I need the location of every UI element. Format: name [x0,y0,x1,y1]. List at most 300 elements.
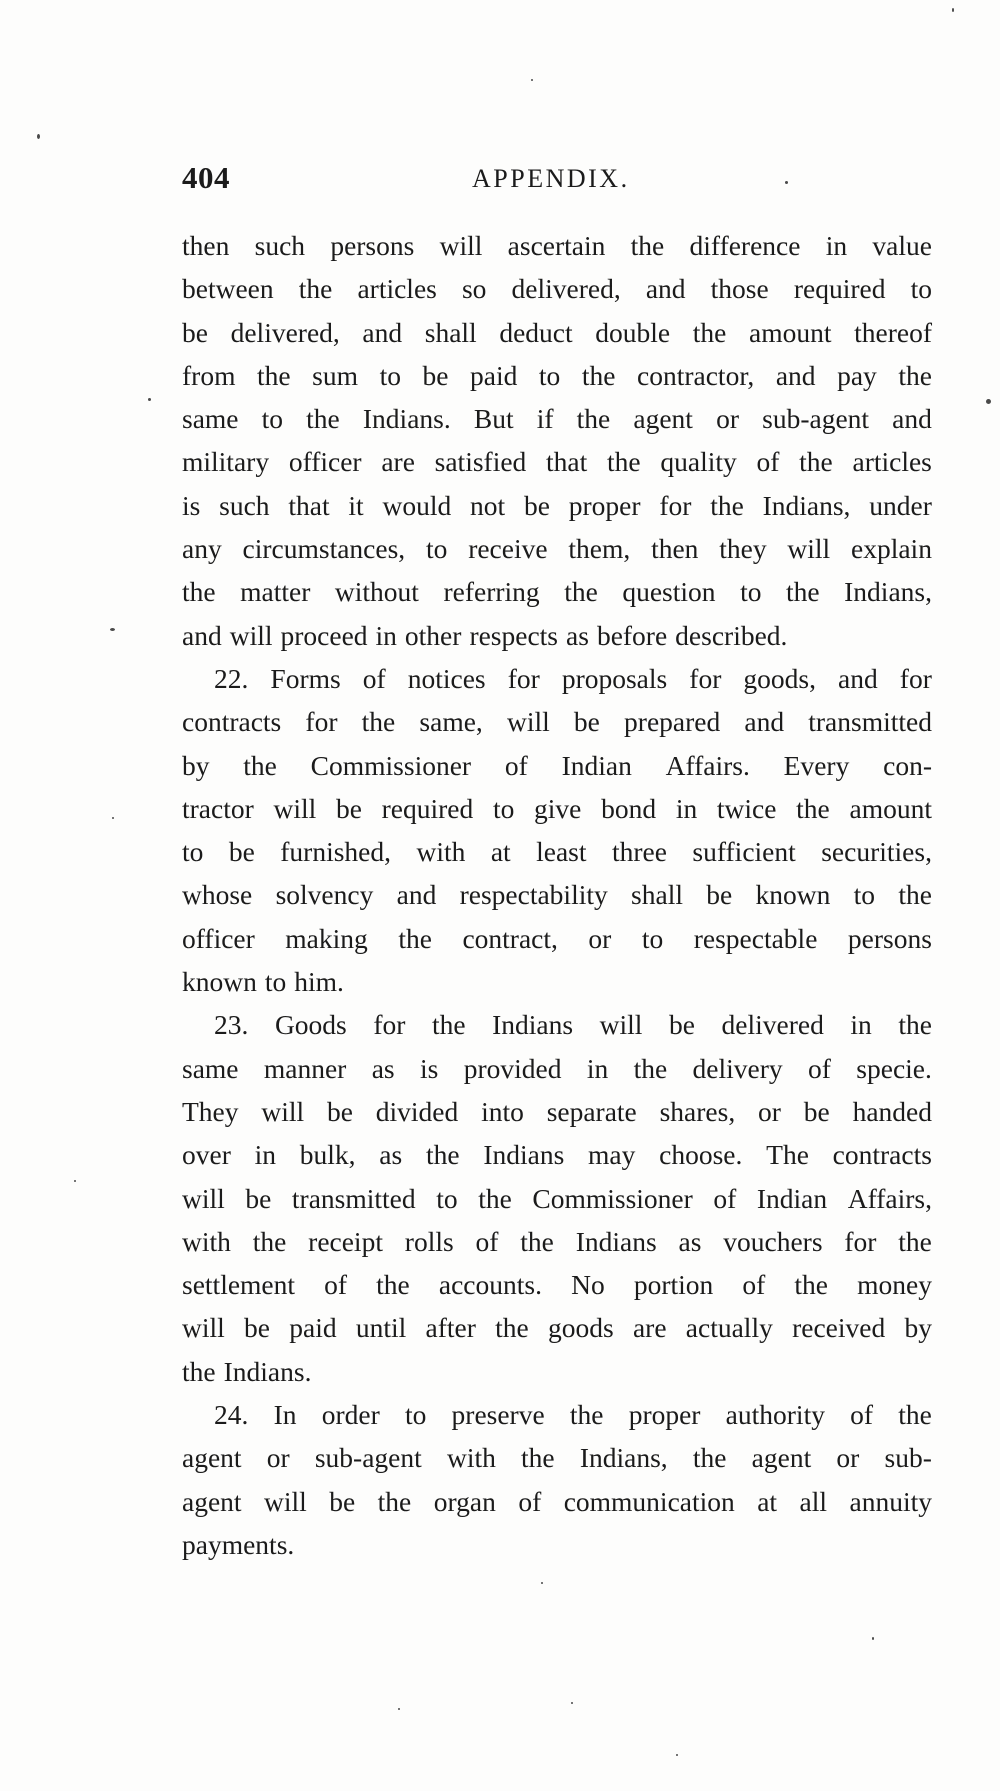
word: of [756,446,780,478]
text-line [182,1047,932,1090]
word: explain [851,533,932,565]
word: the [630,230,665,261]
word: under [869,489,932,521]
word: if [536,403,554,435]
word: preserve [451,1399,545,1431]
word: such [254,230,306,261]
word: as [678,1225,702,1257]
word: goods, [743,662,816,694]
word: into [481,1095,524,1127]
text-line [182,1436,932,1479]
word: amount [748,316,832,348]
word: all [799,1485,828,1517]
word: will [787,533,831,565]
word: would [382,489,452,521]
word: after [425,1312,476,1344]
word: actually [685,1312,773,1344]
paper-speck [952,8,954,12]
word: the [252,1225,287,1257]
word: by [904,1312,932,1344]
word: provided [463,1052,562,1084]
word: of [504,749,528,781]
word: in [254,1139,277,1171]
word: required [793,273,886,305]
word: satisfied [434,446,527,478]
word: it [348,489,364,521]
text-line [182,354,932,397]
word: with [446,1442,496,1474]
word: sum [312,359,359,391]
word: be [422,359,449,391]
text-line [182,787,932,830]
word: Commissioner [532,1182,693,1214]
text-line [182,1350,932,1393]
word: furnished, [280,836,392,868]
word: payments. [182,1528,295,1560]
word: contractor, [637,359,755,391]
word: or [588,922,612,954]
word: respectability [459,879,608,911]
word: the [306,403,340,435]
text-line [182,700,932,743]
word: divided [375,1095,459,1127]
word: with [182,1225,231,1257]
word: for [373,1009,406,1041]
body-text [182,224,932,1566]
word: whose [182,879,253,911]
text-line [182,1003,932,1046]
word: They [182,1095,239,1127]
paper-speck [785,181,788,184]
word: for [899,662,932,694]
word: the [898,1009,932,1041]
word: received [792,1312,886,1344]
text-line [182,484,932,527]
text-line [182,744,932,787]
word: or [716,403,739,435]
word: No [571,1269,605,1301]
word: manner [263,1052,347,1084]
word: other [404,619,462,651]
word: as [379,1139,403,1171]
word: to [492,792,515,824]
word: accounts. [438,1269,542,1301]
word: proper [568,489,641,521]
word: over [182,1139,231,1171]
word: delivered, [230,316,340,348]
word: the [521,1442,555,1474]
word: to [404,1399,427,1431]
word: of [518,1485,542,1517]
word: as [371,1052,395,1084]
word: contracts [182,706,282,738]
word: those [710,273,769,305]
word: military [182,446,270,478]
word: will [439,230,483,261]
text-line [182,440,932,483]
word: Forms [270,662,341,694]
word: least [536,836,587,868]
word: twice [716,792,777,824]
word: to [853,879,876,911]
word: the [478,1182,512,1214]
word: sub- [884,1442,932,1474]
word: Affairs, [847,1182,932,1214]
paper-speck [986,399,991,404]
word: shall [631,879,683,911]
word: be [329,1485,356,1517]
word: receive [468,533,548,565]
paper-speck [541,1582,543,1584]
word: Indian [561,749,632,781]
word: and [182,619,222,651]
word: will [273,792,317,824]
word: then [651,533,699,565]
word: of [713,1182,737,1214]
word: will [506,706,550,738]
word: Indians [492,1009,574,1041]
word: the [607,446,641,478]
word: 23. [214,1009,249,1041]
word: double [595,316,671,348]
text-line [182,657,932,700]
word: articles [852,446,932,478]
word: of [850,1399,874,1431]
word: in [825,230,848,261]
word: the [398,922,432,954]
paper-speck [148,398,151,401]
word: shares, [659,1095,736,1127]
text-line [182,1480,932,1523]
word: be [669,1009,695,1041]
paper-speck [398,1708,400,1710]
word: the [898,1399,932,1431]
word: solvency [275,879,374,911]
text-line [182,614,932,657]
word: the [298,273,333,305]
paper-speck [112,817,114,819]
paper-speck [872,1637,874,1640]
word: officer [288,446,362,478]
word: be [245,1182,272,1214]
word: same [182,1052,239,1084]
word: sub-agent [314,1442,422,1474]
word: described. [675,619,788,651]
word: of [362,662,386,694]
word: of [475,1225,499,1257]
word: that [288,489,330,521]
word: not [470,489,506,521]
word: the [361,706,396,738]
word: circumstances, [242,533,406,565]
word: known [182,966,257,998]
word: him. [294,966,344,998]
text-line [182,311,932,354]
word: between [182,273,274,305]
word: and [838,662,878,694]
word: for [305,706,338,738]
word: before [596,619,668,651]
word: be [182,316,208,348]
word: difference [689,230,801,261]
word: to [425,533,448,565]
word: to [264,966,287,998]
word: Commissioner [310,749,472,781]
word: the [898,1225,932,1257]
word: them, [568,533,631,565]
word: The [766,1139,809,1171]
paper-speck [531,79,533,81]
word: the [581,359,616,391]
word: the [569,1399,604,1431]
word: and [892,403,932,435]
word: amount [849,792,932,824]
word: to [538,359,561,391]
word: In [273,1399,297,1431]
word: the [425,1139,460,1171]
word: Indians [575,1225,657,1257]
word: with [416,836,466,868]
text-line [182,267,932,310]
paper-speck [37,134,40,139]
word: the [243,749,277,781]
word: give [534,792,582,824]
word: ascertain [507,230,606,261]
word: will [599,1009,643,1041]
word: making [285,922,368,954]
word: will [229,619,273,651]
word: the [182,1355,216,1387]
word: notices [407,662,486,694]
word: so [461,273,487,305]
word: three [611,836,667,868]
word: be [244,1312,270,1344]
word: the [257,359,291,391]
word: But [473,403,514,435]
word: the [564,576,598,608]
word: Goods [274,1009,347,1041]
word: 24. [214,1399,249,1431]
word: to [379,359,401,391]
word: prepared [624,706,721,738]
text-line [182,1263,932,1306]
word: is [182,489,201,521]
text-line [182,1090,932,1133]
word: the [520,1225,554,1257]
word: Indians, [844,576,932,608]
word: are [381,446,415,478]
word: Indians. [223,1355,312,1387]
word: Indians, [579,1442,668,1474]
word: paid [470,359,518,391]
word: sub-agent [762,403,870,435]
word: at [757,1485,778,1517]
word: sufficient [692,836,796,868]
word: same [182,403,239,435]
word: paid [289,1312,337,1344]
word: delivered, [511,273,621,305]
word: be [326,1095,353,1127]
word: they [719,533,767,565]
word: rolls [404,1225,454,1257]
word: and [744,706,785,738]
word: 22. [214,662,249,694]
word: of [742,1269,766,1301]
word: and [775,359,816,391]
word: of [324,1269,348,1301]
word: be [706,879,733,911]
word: specie. [856,1052,932,1084]
word: required [381,792,474,824]
word: and [396,879,437,911]
word: transmitted [291,1182,416,1214]
text-line [182,1393,932,1436]
word: same, [419,706,483,738]
word: Indian [756,1182,828,1214]
word: be [803,1095,830,1127]
running-head [182,160,932,200]
word: organ [433,1485,496,1517]
word: that [546,446,588,478]
word: shall [424,316,477,348]
word: the [692,316,727,348]
word: securities, [821,836,932,868]
word: at [490,836,511,868]
word: be [523,489,550,521]
word: the [633,1052,668,1084]
word: from [182,359,236,391]
word: to [182,836,204,868]
word: any [182,533,222,565]
word: settlement [182,1269,296,1301]
word: is [419,1052,439,1084]
word: delivered [721,1009,824,1041]
word: for [844,1225,877,1257]
word: officer [182,922,255,954]
word: of [808,1052,831,1084]
paper-speck [74,1180,76,1182]
word: choose. [659,1139,743,1171]
word: the [796,792,830,824]
text-line [182,1133,932,1176]
word: as [566,619,589,651]
word: agent [633,403,693,435]
text-line [182,1523,932,1566]
word: proposals [561,662,668,694]
word: be [335,792,362,824]
word: goods [548,1312,614,1344]
word: proceed [280,619,368,651]
word: in [850,1009,872,1041]
word: the [576,403,611,435]
word: annuity [849,1485,932,1517]
page-title: APPENDIX. [472,164,630,193]
text-line [182,224,932,267]
word: known [755,879,831,911]
word: Every [783,749,850,781]
word: to [261,403,284,435]
word: and [645,273,686,305]
word: the [799,446,833,478]
word: to [740,576,762,608]
word: agent [182,1485,242,1517]
word: value [872,230,932,261]
word: for [659,489,692,521]
word: without [334,576,419,608]
word: by [182,749,210,781]
word: question [622,576,716,608]
word: in [586,1052,609,1084]
word: for [689,662,722,694]
word: the [786,576,820,608]
word: persons [847,922,932,954]
paper-speck [571,1702,573,1704]
word: vouchers [723,1225,823,1257]
word: will [182,1312,225,1344]
word: con- [883,749,932,781]
text-line [182,873,932,916]
word: persons [330,230,415,261]
word: Indians [483,1139,565,1171]
word: to [436,1182,458,1214]
word: referring [443,576,540,608]
word: to [641,922,664,954]
text-line [182,917,932,960]
word: the [898,359,932,391]
text-line [182,960,932,1003]
paper-speck [110,628,115,631]
text-line [182,830,932,873]
word: communication [563,1485,735,1517]
word: money [857,1269,932,1301]
word: bond [601,792,657,824]
word: the [692,1442,727,1474]
word: tractor [182,792,254,824]
page-number: 404 [182,160,230,195]
word: the [182,576,216,608]
word: matter [240,576,311,608]
word: the [376,1269,410,1301]
word: be [573,706,600,738]
word: the [431,1009,466,1041]
word: contracts [832,1139,932,1171]
word: for [507,662,540,694]
word: are [632,1312,667,1344]
word: will [264,1485,307,1517]
paper-speck [676,1754,678,1756]
word: will [182,1182,225,1214]
word: until [355,1312,407,1344]
word: the [794,1269,829,1301]
word: agent [182,1442,242,1474]
word: will [261,1095,305,1127]
text-line [182,1177,932,1220]
word: the [377,1485,412,1517]
word: or [266,1442,290,1474]
word: agent [751,1442,812,1474]
word: the [495,1312,529,1344]
word: in [675,792,698,824]
word: authority [725,1399,825,1431]
word: be [228,836,255,868]
word: transmitted [808,706,932,738]
text-line [182,1220,932,1263]
text-line [182,570,932,613]
word: the [898,879,932,911]
word: Indians, [762,489,851,521]
text-line [182,1306,932,1349]
word: handed [852,1095,932,1127]
